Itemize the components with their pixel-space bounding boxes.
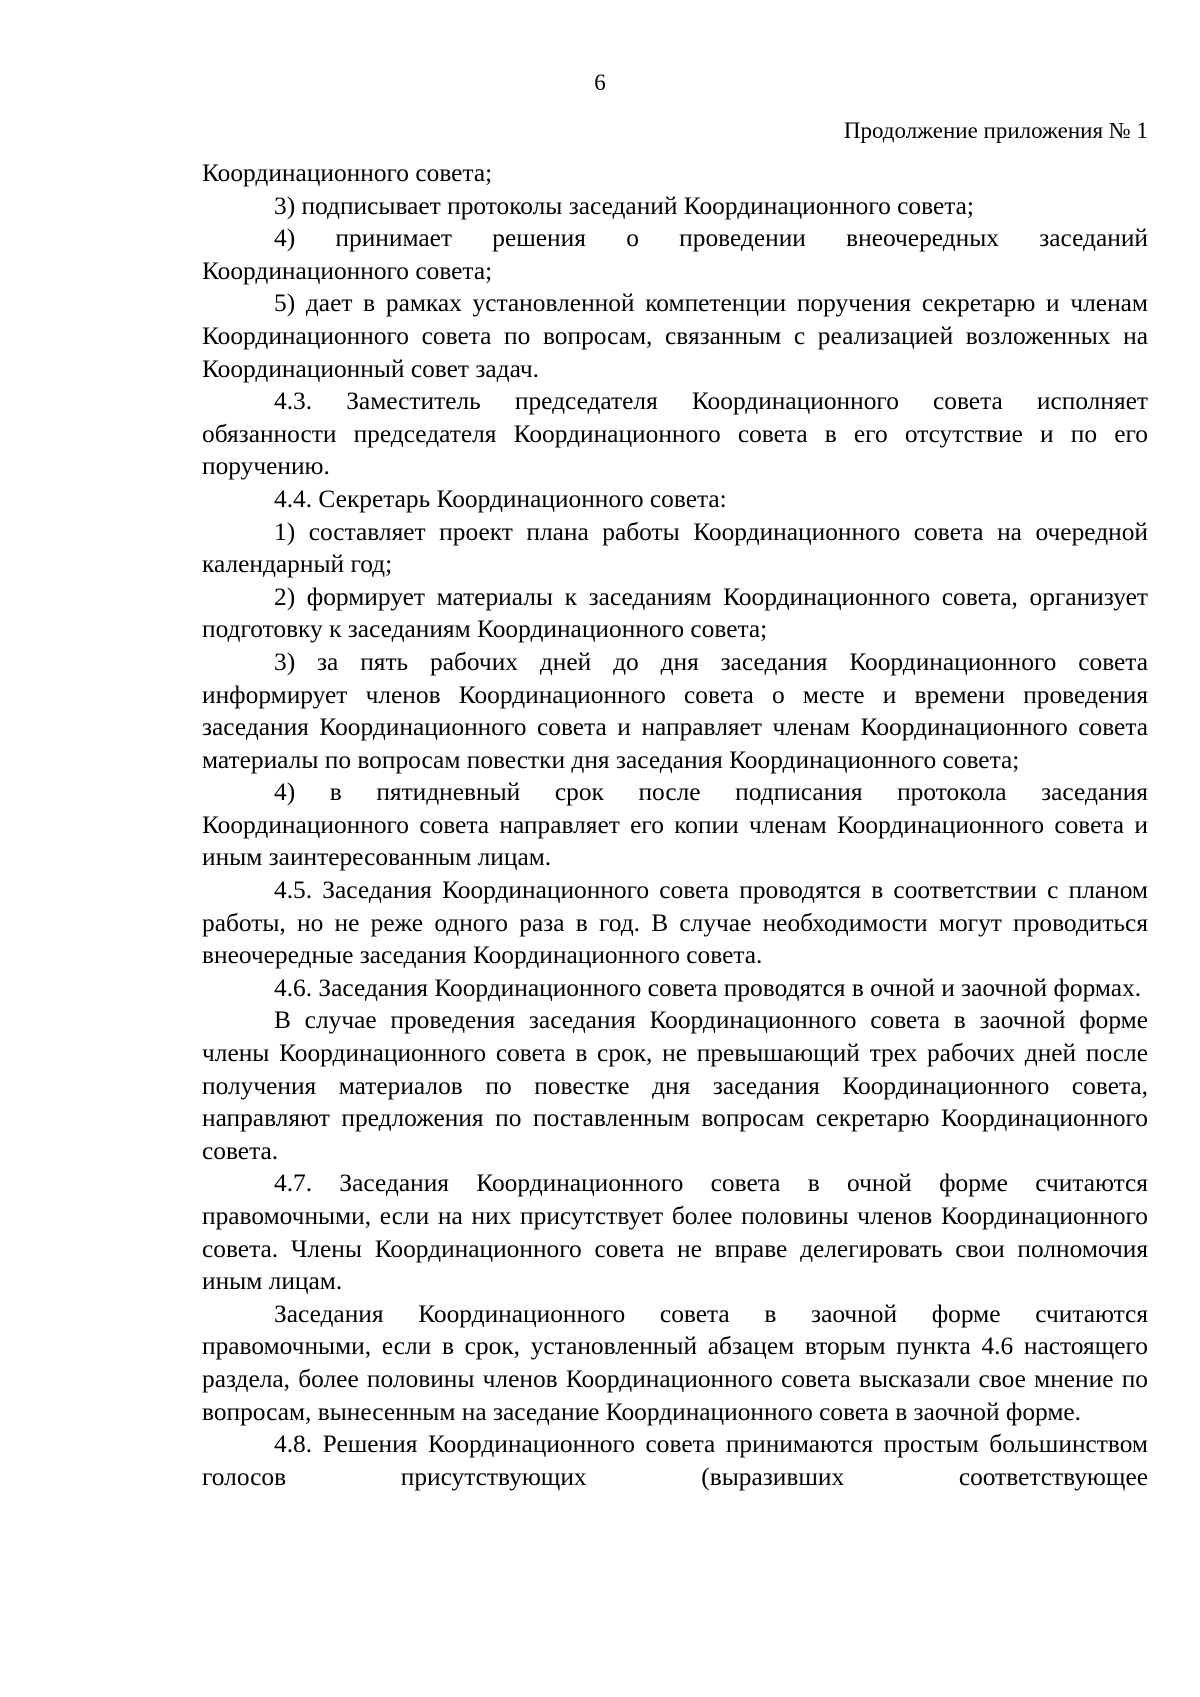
- paragraph-4-4: 4.4. Секретарь Координационного совета:: [274, 484, 727, 513]
- paragraph-item-2-secretary: 2) формирует материалы к заседаниям Координационного совета, организует подготовку к заседаниям Координационного совета;: [202, 582, 1148, 644]
- appendix-continuation-note: Продолжение приложения № 1: [843, 118, 1148, 143]
- paragraph-continuation: Координационного совета;: [202, 159, 493, 187]
- paragraph-item-5-chair: 5) дает в рамках установленной компетенции поручения секретарю и членам Координационного совета по вопросам, связанным с реализацией возложенных на Координационный совет задач.: [202, 289, 1148, 383]
- page-number: 6: [594, 70, 606, 95]
- paragraph-4-6: 4.6. Заседания Координационного совета проводятся в очной и заочной формах.: [274, 973, 1142, 1002]
- paragraph-4-7-absentee: Заседания Координационного совета в заочной форме считаются правомочными, если в срок, установленный абзацем вторым пункта 4.6 настоящего раздела, более половины членов Координационного совета высказали свое мнение по вопросам, вынесенным на заседание Координационного совета в заочной форме.: [202, 1299, 1148, 1426]
- paragraph-4-3: 4.3. Заместитель председателя Координационного совета исполняет обязанности председателя Координационного совета в его отсутствие и по его поручению.: [202, 387, 1148, 481]
- paragraph-item-4-chair: 4) принимает решения о проведении внеочередных заседаний Координационного совета;: [202, 224, 1148, 285]
- paragraph-4-5: 4.5. Заседания Координационного совета проводятся в соответствии с планом работы, но не реже одного раза в год. В случае необходимости могут проводиться внеочередные заседания Координационного совета.: [202, 876, 1148, 970]
- paragraph-4-6-absentee: В случае проведения заседания Координационного совета в заочной форме члены Координационного совета в срок, не превышающий трех рабочих дней после получения материалов по повестке дня заседания Координационного совета, направляют предложения по поставленным вопросам секретарю Координационного совета.: [202, 1006, 1148, 1165]
- paragraph-item-1-secretary: 1) составляет проект плана работы Координационного совета на очередной календарный год;: [202, 517, 1148, 579]
- paragraph-4-8: 4.8. Решения Координационного совета принимаются простым большинством голосов присутствующих (выразивших соответствующее: [202, 1430, 1148, 1491]
- document-body: [202, 157, 1148, 1493]
- paragraph-4-7: 4.7. Заседания Координационного совета в очной форме считаются правомочными, если на них присутствует более половины членов Координационного совета. Члены Координационного совета не вправе делегировать свои полномочия иным лицам.: [202, 1169, 1148, 1296]
- paragraph-item-4-secretary: 4) в пятидневный срок после подписания протокола заседания Координационного совета направляет его копии членам Координационного совета и иным заинтересованным лицам.: [202, 778, 1148, 872]
- paragraph-item-3-secretary: 3) за пять рабочих дней до дня заседания Координационного совета информирует членов Координационного совета о месте и времени проведения заседания Координационного совета и направляет членам Координационного совета материалы по вопросам повестки дня заседания Координационного совета;: [202, 647, 1148, 774]
- paragraph-item-3-chair: 3) подписывает протоколы заседаний Координационного совета;: [274, 191, 974, 220]
